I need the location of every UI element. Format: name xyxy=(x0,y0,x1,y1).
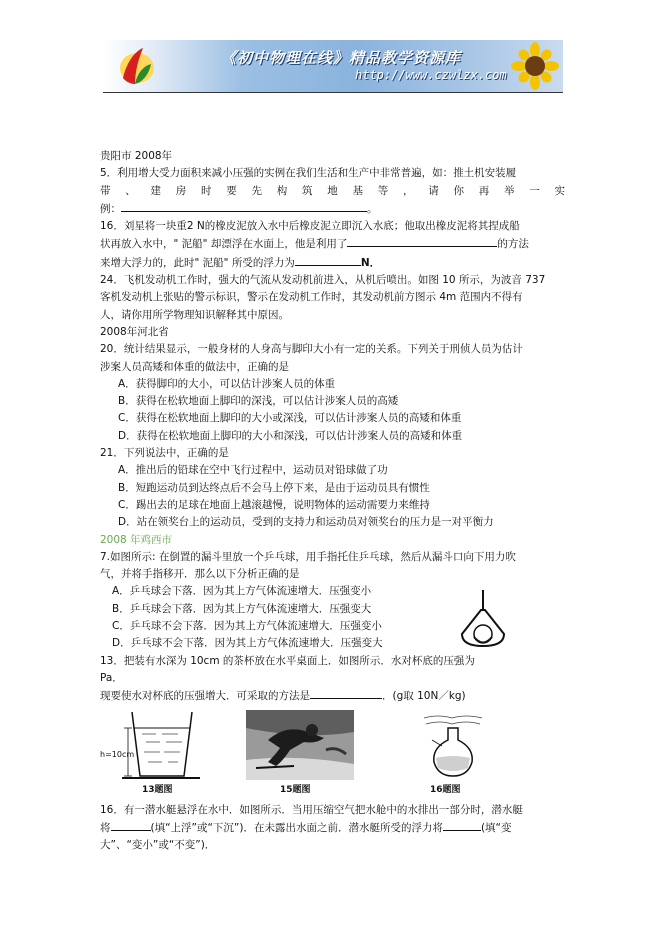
q16a-line2 xyxy=(100,235,565,253)
q7-option-d[interactable]: D．乒乓球不会下落．因为其上方气体流速增大．压强变大 xyxy=(112,637,383,650)
logo-icon xyxy=(113,44,157,88)
q20-option-b[interactable]: B．获得在松软地面上脚印的深浅，可以估计涉案人员的高矮 xyxy=(118,395,399,408)
q16b-line3: 大”、“变小”或“不变”)． xyxy=(100,839,216,852)
q13-line1: 13．把装有水深为 10cm 的茶杯放在水平桌面上．如图所示．水对杯底的压强为 xyxy=(100,654,475,667)
q16a-line3-suffix: N． xyxy=(360,256,381,269)
q20-option-d[interactable]: D．获得在松软地面上脚印的大小和深浅，可以估计涉案人员的高矮和体重 xyxy=(118,429,463,442)
q24-line3: 人，请你用所学物理知识解释其中原因。 xyxy=(100,308,289,321)
q16a-line3-prefix: 来增大浮力的，此时" 泥船" 所受的浮力为 xyxy=(100,256,295,269)
section-heading-jixi: 2008 年鸡西市 xyxy=(100,533,173,546)
sunflower-icon xyxy=(505,42,559,90)
q21-option-a[interactable]: A．推出后的铅球在空中飞行过程中，运动员对铅球做了功 xyxy=(118,464,388,477)
section-heading-guiyang: 贵阳市 2008年 xyxy=(100,150,173,162)
q5-prefix: 例： xyxy=(100,202,121,215)
q5-line3 xyxy=(100,200,565,218)
q16b-line1: 16．有一潜水艇悬浮在水中．如图所示．当用压缩空气把水舱中的水排出一部分时，潜水艇 xyxy=(100,803,523,816)
q21-option-c[interactable]: C．踢出去的足球在地面上越滚越慢，说明物体的运动需要力来维持 xyxy=(118,498,430,511)
header-banner xyxy=(103,40,563,92)
fig16-flask-diagram xyxy=(418,710,488,782)
funnel-ball-figure xyxy=(458,588,508,650)
q20-option-c[interactable]: C．获得在松软地面上脚印的大小或深浅，可以估计涉案人员的高矮和体重 xyxy=(118,412,462,425)
q20-line1: 20．统计结果显示，一般身材的人身高与脚印大小有一定的关系。下列关于刑侦人员为估计 xyxy=(100,343,523,356)
q20-line2: 涉案人员高矮和体重的做法中，正确的是 xyxy=(100,360,289,373)
q5-line1: 5．利用增大受力面积来减小压强的实例在我们生活和生产中非常普遍，如：推土机安装履 xyxy=(100,167,517,180)
q16a-line2-prefix: 状再放入水中，" 泥船" 却漂浮在水面上，他是利用了 xyxy=(100,238,348,251)
q16a-line1: 16．刘星将一块重2 N的橡皮泥放入水中后橡皮泥立即沉入水底；他取出橡皮泥将其捏成船 xyxy=(100,220,520,233)
q13-line3 xyxy=(100,687,565,705)
fig13-caption: 13题图 xyxy=(142,784,173,795)
q13-line2: Pa． xyxy=(100,671,123,684)
q16b-line2-prefix: 将 xyxy=(100,821,111,834)
fig16-caption: 16题图 xyxy=(430,784,461,795)
q21-option-b[interactable]: B．短跑运动员到达终点后不会马上停下来，是由于运动员具有惯性 xyxy=(118,481,430,494)
q5-line2: 带 、 建 房 时 要 先 构 筑 地 基 等 ， 请 你 再 举 一 实 xyxy=(100,184,565,197)
banner-divider xyxy=(103,92,563,93)
q16b-line2-middle: (填“上浮”或“下沉”)．在未露出水面之前．潜水艇所受的浮力将 xyxy=(150,821,443,834)
q7-options-block xyxy=(100,566,565,652)
q16b-line2 xyxy=(100,819,565,837)
q16b-direction-blank[interactable] xyxy=(111,819,151,831)
q24-line1: 24．飞机发动机工作时，强大的气流从发动机前进入，从机后喷出。如图 10 所示，为波音 737 xyxy=(100,274,546,287)
fig15-skater-photo xyxy=(246,710,354,780)
banner-url[interactable]: http://www.czwlzx.com xyxy=(355,68,507,82)
q24-line2: 客机发动机上张贴的警示标识，警示在发动机工作时，其发动机前方图示 4m 范围内不得有 xyxy=(100,291,523,304)
q16b-buoyancy-blank[interactable] xyxy=(443,819,481,831)
q7-option-b[interactable]: B．乒乓球会下落．因为其上方气体流速增大．压强变大 xyxy=(112,602,372,615)
q7-option-c[interactable]: C．乒乓球不会下落．因为其上方气体流速增大．压强变小 xyxy=(112,620,382,633)
q16a-buoyancy-blank[interactable] xyxy=(295,254,361,266)
fig13-depth-label: h=10cm xyxy=(100,749,135,759)
q21-stem: 21．下列说法中，正确的是 xyxy=(100,447,229,460)
q16a-method-blank[interactable] xyxy=(347,235,497,247)
q13-method-blank[interactable] xyxy=(310,687,382,699)
q13-line3-suffix: ．(g取 10N／kg) xyxy=(382,690,466,703)
q16b-line2-suffix: (填“变 xyxy=(480,821,512,834)
q7-option-a[interactable]: A．乒乓球会下落．因为其上方气体流速增大．压强变小 xyxy=(112,585,372,598)
fig15-caption: 15题图 xyxy=(280,784,311,795)
figure-row xyxy=(100,706,565,802)
section-heading-hebei: 2008年河北省 xyxy=(100,325,169,338)
q7-line1: 7.如图所示: 在倒置的漏斗里放一个乒乓球，用手指托住乒乓球，然后从漏斗口向下用力吹 xyxy=(100,550,516,563)
q5-suffix: 。 xyxy=(367,202,378,215)
document-body xyxy=(100,148,565,854)
q7-line2: 气，并将手指移开．那么以下分析正确的是 xyxy=(100,568,300,581)
q5-answer-blank[interactable] xyxy=(121,200,367,212)
banner-title: 《初中物理在线》精品教学资源库 xyxy=(221,49,462,67)
q16a-line2-suffix: 的方法 xyxy=(497,238,529,251)
q21-option-d[interactable]: D．站在领奖台上的运动员，受到的支持力和运动员对领奖台的压力是一对平衡力 xyxy=(118,516,494,529)
q20-option-a[interactable]: A．获得脚印的大小，可以估计涉案人员的体重 xyxy=(118,377,336,390)
q16a-line3 xyxy=(100,254,565,272)
q13-line3-prefix: 现要使水对杯底的压强增大．可采取的方法是 xyxy=(100,690,310,703)
